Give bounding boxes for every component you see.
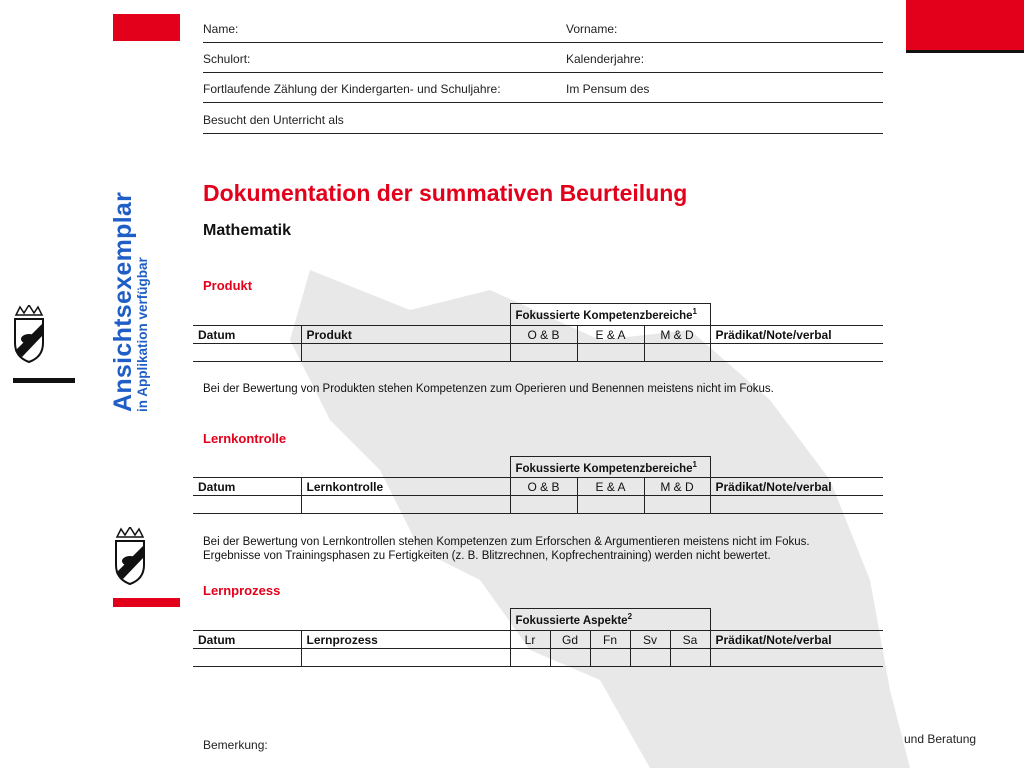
field-schulort: Schulort: — [203, 52, 251, 66]
field-rule — [203, 102, 883, 103]
lernprozess-group-header: Fokussierte Aspekte$^2$ — [510, 609, 710, 631]
col-header: Datum — [193, 326, 301, 344]
col-header: Prädikat/Note/verbal — [710, 326, 883, 344]
table-cell[interactable] — [670, 649, 710, 667]
top-right-red-bar — [906, 0, 1024, 50]
ansichtsexemplar-label — [110, 192, 150, 412]
table-cell[interactable] — [510, 496, 577, 514]
table-cell[interactable] — [193, 649, 301, 667]
col-header: O & B — [510, 478, 577, 496]
col-header: Lernprozess — [301, 631, 510, 649]
ansichtsexemplar-subtitle: in Applikation verfügbar — [135, 257, 150, 412]
col-header: M & D — [644, 478, 710, 496]
bern-coat-of-arms-icon — [113, 527, 147, 585]
lernkontrolle-note-2: Ergebnisse von Trainingsphasen zu Fertigkeiten (z. B. Blitzrechnen, Kopfrechentraining) werden nicht bewertet. — [203, 550, 771, 562]
table-row — [193, 649, 883, 667]
table-cell[interactable] — [644, 344, 710, 362]
table-cell[interactable] — [193, 344, 301, 362]
doc-side-red-bar — [113, 598, 180, 607]
lernkontrolle-group-header: Fokussierte Kompetenzbereiche$^1$ — [510, 457, 710, 478]
field-pensum: Im Pensum des — [566, 82, 650, 96]
col-header: E & A — [577, 326, 644, 344]
table-cell[interactable] — [590, 649, 630, 667]
table-cell[interactable] — [577, 496, 644, 514]
col-header: Sa — [670, 631, 710, 649]
table-cell[interactable] — [550, 649, 590, 667]
bern-coat-of-arms-icon — [12, 305, 46, 363]
lernkontrolle-note-1: Bei der Bewertung von Lernkontrollen stehen Kompetenzen zum Erforschen & Argumentieren meistens nicht im Fokus. — [203, 536, 810, 548]
field-rule — [203, 72, 883, 73]
col-header: Prädikat/Note/verbal — [710, 631, 883, 649]
top-right-black-rule — [906, 50, 1024, 53]
col-header: Sv — [630, 631, 670, 649]
section-lernkontrolle: Lernkontrolle — [203, 431, 287, 446]
table-cell[interactable] — [301, 649, 510, 667]
produkt-table — [193, 303, 883, 362]
table-row — [193, 344, 883, 362]
section-lernprozess: Lernprozess — [203, 583, 281, 598]
col-header: Lr — [510, 631, 550, 649]
col-header: Gd — [550, 631, 590, 649]
table-cell[interactable] — [301, 344, 510, 362]
slide-footer-text: und Beratung — [904, 732, 977, 746]
doc-top-red-bar — [113, 14, 180, 41]
lernkontrolle-table — [193, 456, 883, 514]
col-header: Prädikat/Note/verbal — [710, 478, 883, 496]
field-unterricht: Besucht den Unterricht als — [203, 113, 344, 127]
table-cell[interactable] — [193, 496, 301, 514]
subject-heading: Mathematik — [203, 222, 292, 239]
bemerkung-label: Bemerkung: — [203, 738, 268, 752]
field-rule — [203, 133, 883, 134]
field-rule — [203, 42, 883, 43]
table-row — [193, 496, 883, 514]
col-header: Datum — [193, 478, 301, 496]
col-header: Fn — [590, 631, 630, 649]
table-cell[interactable] — [710, 496, 883, 514]
field-kalenderjahre: Kalenderjahre: — [566, 52, 645, 66]
table-cell[interactable] — [301, 496, 510, 514]
field-zaehlung: Fortlaufende Zählung der Kindergarten- und Schuljahre: — [203, 82, 501, 96]
table-cell[interactable] — [577, 344, 644, 362]
table-cell[interactable] — [510, 344, 577, 362]
produkt-group-header: Fokussierte Kompetenzbereiche$^1$ — [510, 304, 710, 326]
ansichtsexemplar-title: Ansichtsexemplar — [109, 191, 137, 412]
col-header: Lernkontrolle — [301, 478, 510, 496]
table-cell[interactable] — [644, 496, 710, 514]
col-header: O & B — [510, 326, 577, 344]
lernprozess-table — [193, 608, 883, 667]
col-header: Produkt — [301, 326, 510, 344]
field-name: Name: — [203, 22, 239, 36]
left-black-rule — [13, 378, 75, 383]
table-cell[interactable] — [710, 649, 883, 667]
section-produkt: Produkt — [203, 278, 253, 293]
field-vorname: Vorname: — [566, 22, 618, 36]
table-cell[interactable] — [710, 344, 883, 362]
table-cell[interactable] — [630, 649, 670, 667]
col-header: M & D — [644, 326, 710, 344]
col-header: E & A — [577, 478, 644, 496]
produkt-note: Bei der Bewertung von Produkten stehen Kompetenzen zum Operieren und Benennen meistens nicht im Fokus. — [203, 383, 774, 395]
table-cell[interactable] — [510, 649, 550, 667]
col-header: Datum — [193, 631, 301, 649]
document-title: Dokumentation der summativen Beurteilung — [203, 180, 688, 206]
